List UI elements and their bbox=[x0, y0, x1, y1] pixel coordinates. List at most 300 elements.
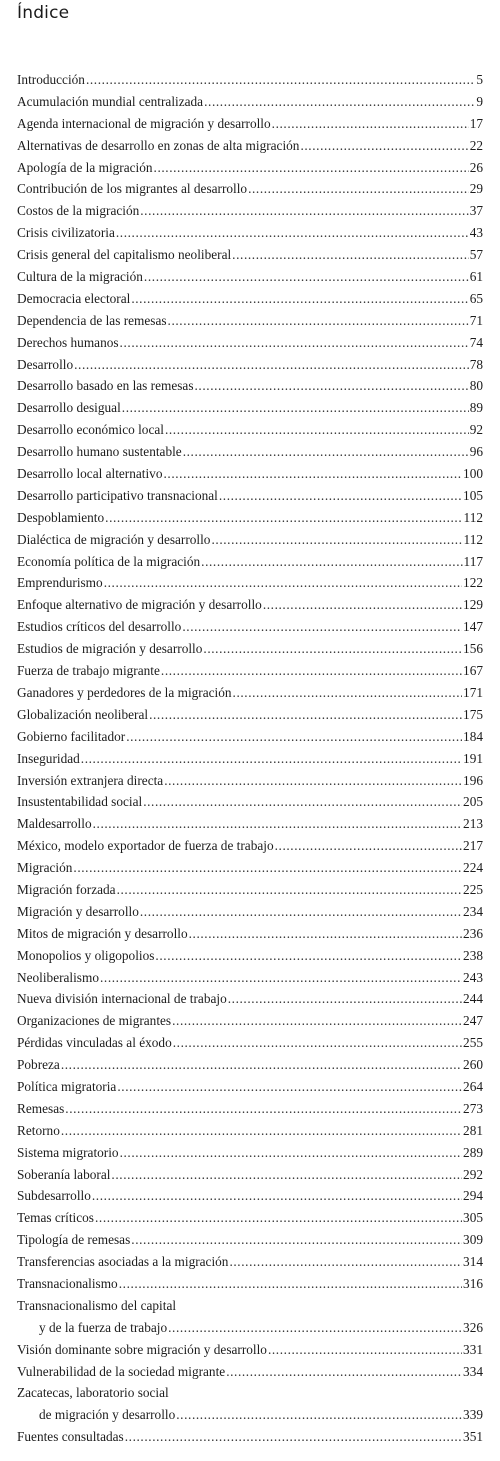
toc-entry bbox=[17, 288, 483, 310]
toc-entry-row bbox=[17, 945, 483, 967]
toc-entry-label: Zacatecas, laboratorio social bbox=[17, 1385, 169, 1401]
toc-entry-row bbox=[17, 1032, 483, 1054]
toc-entry-label: Enfoque alternativo de migración y desarrollo bbox=[17, 597, 262, 613]
toc-entry-label: Desarrollo humano sustentable bbox=[17, 444, 182, 460]
dot-leader bbox=[176, 1404, 462, 1426]
toc-entry-row bbox=[17, 770, 483, 792]
toc-entry-page-number: 213 bbox=[463, 816, 483, 832]
toc-entry-row bbox=[17, 1076, 483, 1098]
toc-entry bbox=[17, 1032, 483, 1054]
toc-entry bbox=[17, 354, 483, 376]
dot-leader bbox=[105, 507, 462, 529]
toc-entry-row bbox=[17, 704, 483, 726]
toc-entry-page-number: 236 bbox=[463, 925, 483, 941]
toc-entry-page-number: 309 bbox=[463, 1232, 483, 1248]
toc-entry-page-number: 9 bbox=[476, 93, 483, 109]
toc-entry-page-number: 247 bbox=[463, 1013, 483, 1029]
dot-leader bbox=[189, 923, 462, 945]
toc-entry-page-number: 326 bbox=[463, 1319, 483, 1335]
toc-entry bbox=[17, 507, 483, 529]
toc-entry-label: Estudios de migración y desarrollo bbox=[17, 641, 203, 657]
toc-entry-page-number: 105 bbox=[463, 487, 483, 503]
toc-entry-row bbox=[17, 1361, 483, 1383]
toc-entry-row bbox=[17, 463, 483, 485]
toc-entry-row bbox=[17, 1339, 483, 1361]
dot-leader bbox=[100, 967, 462, 989]
dot-leader bbox=[144, 266, 469, 288]
dot-leader bbox=[117, 1076, 462, 1098]
toc-entry bbox=[17, 310, 483, 332]
dot-leader bbox=[143, 791, 462, 813]
toc-entry-page-number: 224 bbox=[463, 860, 483, 876]
toc-entry-row bbox=[17, 1251, 483, 1273]
toc-entry-page-number: 156 bbox=[463, 641, 483, 657]
toc-entry-page-number: 314 bbox=[463, 1254, 483, 1270]
toc-entry-page-number: 26 bbox=[469, 159, 483, 175]
toc-entry-row bbox=[17, 967, 483, 989]
toc-entry-label: Desarrollo basado en las remesas bbox=[17, 378, 194, 394]
toc-entry-page-number: 92 bbox=[469, 422, 483, 438]
toc-entry-row bbox=[17, 507, 483, 529]
toc-entry bbox=[17, 682, 483, 704]
toc-entry-row bbox=[17, 1098, 483, 1120]
toc-entry-label: Mitos de migración y desarrollo bbox=[17, 925, 188, 941]
toc-entry-label: Política migratoria bbox=[17, 1078, 117, 1094]
toc-entry-page-number: 117 bbox=[463, 553, 483, 569]
dot-leader bbox=[131, 288, 468, 310]
toc-entry-page-number: 112 bbox=[463, 531, 483, 547]
dot-leader bbox=[233, 682, 463, 704]
toc-entry-row bbox=[17, 791, 483, 813]
toc-entry-row bbox=[17, 1185, 483, 1207]
toc-entry-row bbox=[17, 1120, 483, 1142]
toc-entry-label: Visión dominante sobre migración y desarrollo bbox=[17, 1341, 267, 1357]
dot-leader bbox=[228, 988, 462, 1010]
toc-entry bbox=[17, 638, 483, 660]
toc-entry bbox=[17, 791, 483, 813]
toc-entry-page-number: 78 bbox=[469, 356, 483, 372]
toc-entry bbox=[17, 967, 483, 989]
dot-leader bbox=[86, 69, 475, 91]
toc-entry-page-number: 244 bbox=[463, 991, 483, 1007]
toc-entry bbox=[17, 1339, 483, 1361]
toc-entry bbox=[17, 1273, 483, 1295]
dot-leader bbox=[229, 1251, 462, 1273]
toc-entry-row bbox=[17, 244, 483, 266]
toc-entry-page-number: 61 bbox=[469, 269, 483, 285]
toc-entry bbox=[17, 200, 483, 222]
dot-leader bbox=[126, 726, 462, 748]
toc-entry-page-number: 273 bbox=[463, 1100, 483, 1116]
toc-entry-label: Soberanía laboral bbox=[17, 1166, 111, 1182]
toc-entry-label: Gobierno facilitador bbox=[17, 728, 126, 744]
toc-entry-label: Subdesarrollo bbox=[17, 1188, 91, 1204]
toc-entry-page-number: 175 bbox=[463, 706, 483, 722]
toc-entry-page-number: 339 bbox=[463, 1407, 483, 1423]
toc-entry-row bbox=[17, 594, 483, 616]
dot-leader bbox=[195, 375, 469, 397]
toc-entry-page-number: 305 bbox=[463, 1210, 483, 1226]
toc-entry-row bbox=[17, 375, 483, 397]
toc-entry bbox=[17, 551, 483, 573]
toc-entry-page-number: 122 bbox=[463, 575, 483, 591]
toc-entry-row bbox=[17, 879, 483, 901]
toc-entry-page-number: 238 bbox=[463, 947, 483, 963]
dot-leader bbox=[154, 157, 469, 179]
toc-entry-page-number: 294 bbox=[463, 1188, 483, 1204]
toc-entry-label: Introducción bbox=[17, 72, 85, 87]
dot-leader bbox=[61, 1054, 462, 1076]
dot-leader bbox=[131, 1229, 462, 1251]
dot-leader bbox=[140, 901, 462, 923]
toc-entry bbox=[17, 945, 483, 967]
toc-entry-label: Transferencias asociadas a la migración bbox=[17, 1254, 229, 1270]
toc-entry-page-number: 205 bbox=[463, 794, 483, 810]
toc-entry-row bbox=[17, 332, 483, 354]
toc-entry-row bbox=[17, 638, 483, 660]
dot-leader bbox=[226, 1361, 462, 1383]
toc-entry-label: Inseguridad bbox=[17, 750, 80, 766]
toc-entry-label: Desarrollo participativo transnacional bbox=[17, 487, 218, 503]
toc-entry-label: Transnacionalismo del capital bbox=[17, 1297, 177, 1313]
toc-entry-page-number: 264 bbox=[463, 1078, 483, 1094]
toc-entry-label: Remesas bbox=[17, 1100, 65, 1116]
toc-entry-page-number: 29 bbox=[469, 181, 483, 197]
dot-leader bbox=[173, 1032, 462, 1054]
toc-entry-row bbox=[17, 419, 483, 441]
toc-entry-page-number: 191 bbox=[463, 750, 483, 766]
dot-leader bbox=[120, 1142, 462, 1164]
toc-entry-page-number: 57 bbox=[469, 247, 483, 263]
toc-entry-row bbox=[17, 157, 483, 179]
toc-entry-label: Emprendurismo bbox=[17, 575, 103, 591]
toc-entry bbox=[17, 1054, 483, 1076]
toc-entry bbox=[17, 1361, 483, 1383]
toc-entry-page-number: 96 bbox=[469, 444, 483, 460]
toc-entry-row bbox=[17, 178, 483, 200]
toc-entry-page-number: 234 bbox=[463, 903, 483, 919]
toc-entry bbox=[17, 332, 483, 354]
toc-entry bbox=[17, 266, 483, 288]
toc-entry bbox=[17, 857, 483, 879]
dot-leader bbox=[168, 310, 469, 332]
dot-leader bbox=[65, 1098, 462, 1120]
toc-entry bbox=[17, 375, 483, 397]
toc-entry bbox=[17, 113, 483, 135]
dot-leader bbox=[95, 1207, 462, 1229]
toc-entry-page-number: 43 bbox=[469, 225, 483, 241]
dot-leader bbox=[155, 945, 462, 967]
dot-leader bbox=[268, 1339, 462, 1361]
toc-entry bbox=[17, 1120, 483, 1142]
toc-entry-row bbox=[17, 113, 483, 135]
toc-entry-row bbox=[17, 988, 483, 1010]
toc-entry-label: Desarrollo local alternativo bbox=[17, 466, 163, 482]
toc-entry-page-number: 129 bbox=[463, 597, 483, 613]
toc-entry-row bbox=[17, 222, 483, 244]
toc-entry-label: Inversión extranjera directa bbox=[17, 772, 164, 788]
dot-leader bbox=[92, 1185, 462, 1207]
toc-entry-row bbox=[17, 135, 483, 157]
toc-entry bbox=[17, 463, 483, 485]
dot-leader bbox=[272, 113, 469, 135]
dot-leader bbox=[81, 748, 462, 770]
toc-entry-row bbox=[17, 813, 483, 835]
toc-entry-row bbox=[17, 748, 483, 770]
toc-entry bbox=[17, 397, 483, 419]
toc-entry bbox=[17, 1076, 483, 1098]
toc-entry-label: Maldesarrollo bbox=[17, 816, 92, 832]
toc-entry-label: Pobreza bbox=[17, 1057, 60, 1073]
dot-leader bbox=[74, 354, 469, 376]
toc-entry-row bbox=[17, 529, 483, 551]
toc-entry bbox=[17, 770, 483, 792]
toc-entry-label: Economía política de la migración bbox=[17, 553, 201, 569]
toc-entry-label: Neoliberalismo bbox=[17, 969, 99, 985]
toc-entry-label-continuation: de migración y desarrollo bbox=[39, 1407, 176, 1423]
toc-entry-row bbox=[17, 1404, 483, 1426]
dot-leader bbox=[275, 835, 462, 857]
toc-entry bbox=[17, 157, 483, 179]
toc-entry-label: Temas críticos bbox=[17, 1210, 94, 1226]
dot-leader bbox=[120, 332, 469, 354]
toc-entry bbox=[17, 572, 483, 594]
dot-leader bbox=[104, 572, 462, 594]
toc-entry bbox=[17, 835, 483, 857]
toc-entry-label: Sistema migratorio bbox=[17, 1144, 119, 1160]
toc-entry-label: Migración bbox=[17, 860, 73, 876]
dot-leader bbox=[149, 704, 462, 726]
toc-entry-row bbox=[17, 200, 483, 222]
toc-entry-page-number: 5 bbox=[476, 72, 483, 87]
dot-leader bbox=[163, 463, 462, 485]
dot-leader bbox=[201, 551, 462, 573]
toc-entry-page-number: 74 bbox=[469, 334, 483, 350]
toc-entry-label: Democracia electoral bbox=[17, 290, 131, 306]
toc-entry-page-number: 17 bbox=[469, 115, 483, 131]
dot-leader bbox=[248, 178, 469, 200]
toc-entry bbox=[17, 1164, 483, 1186]
toc-entry bbox=[17, 923, 483, 945]
toc-entry-row bbox=[17, 1317, 483, 1339]
toc-entry-label: Crisis civilizatoria bbox=[17, 225, 115, 241]
toc-entry-row bbox=[17, 901, 483, 923]
dot-leader bbox=[172, 1010, 462, 1032]
toc-entry-page-number: 80 bbox=[469, 378, 483, 394]
toc-entry-label: Vulnerabilidad de la sociedad migrante bbox=[17, 1363, 226, 1379]
toc-entry bbox=[17, 91, 483, 113]
toc-entry bbox=[17, 244, 483, 266]
toc-entry bbox=[17, 1010, 483, 1032]
toc-entry bbox=[17, 594, 483, 616]
toc-entry-page-number: 184 bbox=[463, 728, 483, 744]
toc-entry-row bbox=[17, 660, 483, 682]
toc-entry bbox=[17, 178, 483, 200]
toc-entry bbox=[17, 1207, 483, 1229]
dot-leader bbox=[93, 813, 462, 835]
toc-entry-page-number: 289 bbox=[463, 1144, 483, 1160]
toc-entry-label: Insustentabilidad social bbox=[17, 794, 143, 810]
toc-entry bbox=[17, 726, 483, 748]
toc-entry-row bbox=[17, 551, 483, 573]
toc-entry-row bbox=[17, 69, 483, 91]
toc-entry-page-number: 196 bbox=[463, 772, 483, 788]
toc-entry-label: Migración y desarrollo bbox=[17, 903, 139, 919]
toc-entry bbox=[17, 988, 483, 1010]
toc-entry-row bbox=[17, 616, 483, 638]
toc-entry-row bbox=[17, 1164, 483, 1186]
toc-entry-page-number: 112 bbox=[463, 509, 483, 525]
toc-entry-label-continuation: y de la fuerza de trabajo bbox=[39, 1319, 168, 1335]
toc-entry-page-number: 147 bbox=[463, 619, 483, 635]
toc-entry-label: Crisis general del capitalismo neoliberal bbox=[17, 247, 232, 263]
toc-entry bbox=[17, 419, 483, 441]
toc-entry-page-number: 351 bbox=[463, 1429, 483, 1445]
toc-entry-page-number: 37 bbox=[469, 203, 483, 219]
dot-leader bbox=[168, 1317, 462, 1339]
toc-entry-page-number: 65 bbox=[469, 290, 483, 306]
toc-entry-label: Apología de la migración bbox=[17, 159, 153, 175]
toc-entry bbox=[17, 1229, 483, 1251]
toc-entry-label: Ganadores y perdedores de la migración bbox=[17, 684, 232, 700]
toc-entry-label: Acumulación mundial centralizada bbox=[17, 93, 204, 109]
dot-leader bbox=[203, 638, 462, 660]
toc-entry-label: Contribución de los migrantes al desarrollo bbox=[17, 181, 248, 197]
dot-leader bbox=[61, 1120, 462, 1142]
dot-leader bbox=[111, 1164, 462, 1186]
toc-entry-page-number: 292 bbox=[463, 1166, 483, 1182]
toc-entry bbox=[17, 616, 483, 638]
toc-entry-row bbox=[17, 354, 483, 376]
toc-entry-first-line bbox=[17, 1295, 483, 1317]
dot-leader bbox=[219, 485, 462, 507]
toc-entry bbox=[17, 222, 483, 244]
toc-entry-row bbox=[17, 91, 483, 113]
toc-entry-label: Desarrollo bbox=[17, 356, 74, 372]
toc-entry-label: Pérdidas vinculadas al éxodo bbox=[17, 1035, 172, 1051]
toc-entry-label: Estudios críticos del desarrollo bbox=[17, 619, 182, 635]
toc-entry bbox=[17, 1142, 483, 1164]
toc-entry-row bbox=[17, 682, 483, 704]
toc-entry-label: Nueva división internacional de trabajo bbox=[17, 991, 227, 1007]
toc-entry-label: Desarrollo económico local bbox=[17, 422, 164, 438]
dot-leader bbox=[125, 1426, 462, 1448]
toc-entry-page-number: 171 bbox=[463, 684, 483, 700]
toc-entry-page-number: 331 bbox=[463, 1341, 483, 1357]
dot-leader bbox=[232, 244, 469, 266]
toc-entry-row bbox=[17, 441, 483, 463]
toc-entry-label: Globalización neoliberal bbox=[17, 706, 149, 722]
toc-entry-label: Dependencia de las remesas bbox=[17, 312, 167, 328]
toc-entry-row bbox=[17, 266, 483, 288]
toc-entry-label: Dialéctica de migración y desarrollo bbox=[17, 531, 211, 547]
toc-entry-label: Cultura de la migración bbox=[17, 269, 143, 285]
toc-entry-label: Despoblamiento bbox=[17, 509, 105, 525]
toc-entry-row bbox=[17, 572, 483, 594]
toc-entry bbox=[17, 813, 483, 835]
toc-entry-label: Fuerza de trabajo migrante bbox=[17, 663, 160, 679]
toc-entry bbox=[17, 660, 483, 682]
toc-entry bbox=[17, 748, 483, 770]
toc-entry-page-number: 243 bbox=[463, 969, 483, 985]
dot-leader bbox=[161, 660, 462, 682]
toc-entry bbox=[17, 441, 483, 463]
toc-entry-page-number: 255 bbox=[463, 1035, 483, 1051]
toc-entry-row bbox=[17, 310, 483, 332]
toc-entry-label: Derechos humanos bbox=[17, 334, 119, 350]
toc-entry-label: Transnacionalismo bbox=[17, 1275, 118, 1291]
toc-entry bbox=[17, 879, 483, 901]
toc-entry bbox=[17, 135, 483, 157]
toc-entry-label: Migración forzada bbox=[17, 881, 116, 897]
toc-entry-label: Agenda internacional de migración y desarrollo bbox=[17, 115, 271, 131]
toc-entry-row bbox=[17, 1207, 483, 1229]
toc-entry-page-number: 316 bbox=[463, 1275, 483, 1291]
toc-entry-page-number: 225 bbox=[463, 881, 483, 897]
toc-entry-row bbox=[17, 1273, 483, 1295]
toc-entry-page-number: 71 bbox=[469, 312, 483, 328]
dot-leader bbox=[122, 397, 469, 419]
dot-leader bbox=[183, 441, 469, 463]
dot-leader bbox=[182, 616, 462, 638]
toc-entry bbox=[17, 1098, 483, 1120]
dot-leader bbox=[211, 529, 462, 551]
toc-entry-row bbox=[17, 1142, 483, 1164]
toc-entry bbox=[17, 1426, 483, 1448]
toc-entry-row bbox=[17, 397, 483, 419]
toc-entry bbox=[17, 1251, 483, 1273]
toc-entry bbox=[17, 69, 483, 91]
toc-entry-row bbox=[17, 1010, 483, 1032]
toc-entry bbox=[17, 704, 483, 726]
toc-entry bbox=[17, 485, 483, 507]
dot-leader bbox=[140, 200, 468, 222]
toc-entry-row bbox=[17, 923, 483, 945]
toc-entry-page-number: 100 bbox=[463, 466, 483, 482]
toc-entry-row bbox=[17, 288, 483, 310]
toc-entry bbox=[17, 1382, 483, 1426]
dot-leader bbox=[116, 222, 469, 244]
toc-entry-row bbox=[17, 835, 483, 857]
toc-entry-label: Alternativas de desarrollo en zonas de alta migración bbox=[17, 137, 300, 153]
toc-entry-page-number: 217 bbox=[463, 838, 483, 854]
toc-entry-page-number: 22 bbox=[469, 137, 483, 153]
toc-entry-label: Organizaciones de migrantes bbox=[17, 1013, 172, 1029]
toc-entry-page-number: 334 bbox=[463, 1363, 483, 1379]
toc-entry bbox=[17, 529, 483, 551]
dot-leader bbox=[164, 770, 462, 792]
toc-entry bbox=[17, 1185, 483, 1207]
toc-entry-label: Costos de la migración bbox=[17, 203, 140, 219]
dot-leader bbox=[119, 1273, 462, 1295]
toc-entry-row bbox=[17, 857, 483, 879]
dot-leader bbox=[117, 879, 462, 901]
page-title: Índice bbox=[17, 3, 70, 23]
toc-entry-first-line bbox=[17, 1382, 483, 1404]
toc-entry-row bbox=[17, 485, 483, 507]
toc-entry-label: Tipología de remesas bbox=[17, 1232, 131, 1248]
toc-entry-label: Retorno bbox=[17, 1122, 60, 1138]
dot-leader bbox=[204, 91, 475, 113]
toc-entry-row bbox=[17, 1054, 483, 1076]
toc-entry-page-number: 281 bbox=[463, 1122, 483, 1138]
dot-leader bbox=[300, 135, 468, 157]
toc-entry-page-number: 260 bbox=[463, 1057, 483, 1073]
toc-entry-row bbox=[17, 1229, 483, 1251]
table-of-contents bbox=[17, 69, 483, 1448]
toc-entry-row bbox=[17, 726, 483, 748]
toc-entry bbox=[17, 1295, 483, 1339]
